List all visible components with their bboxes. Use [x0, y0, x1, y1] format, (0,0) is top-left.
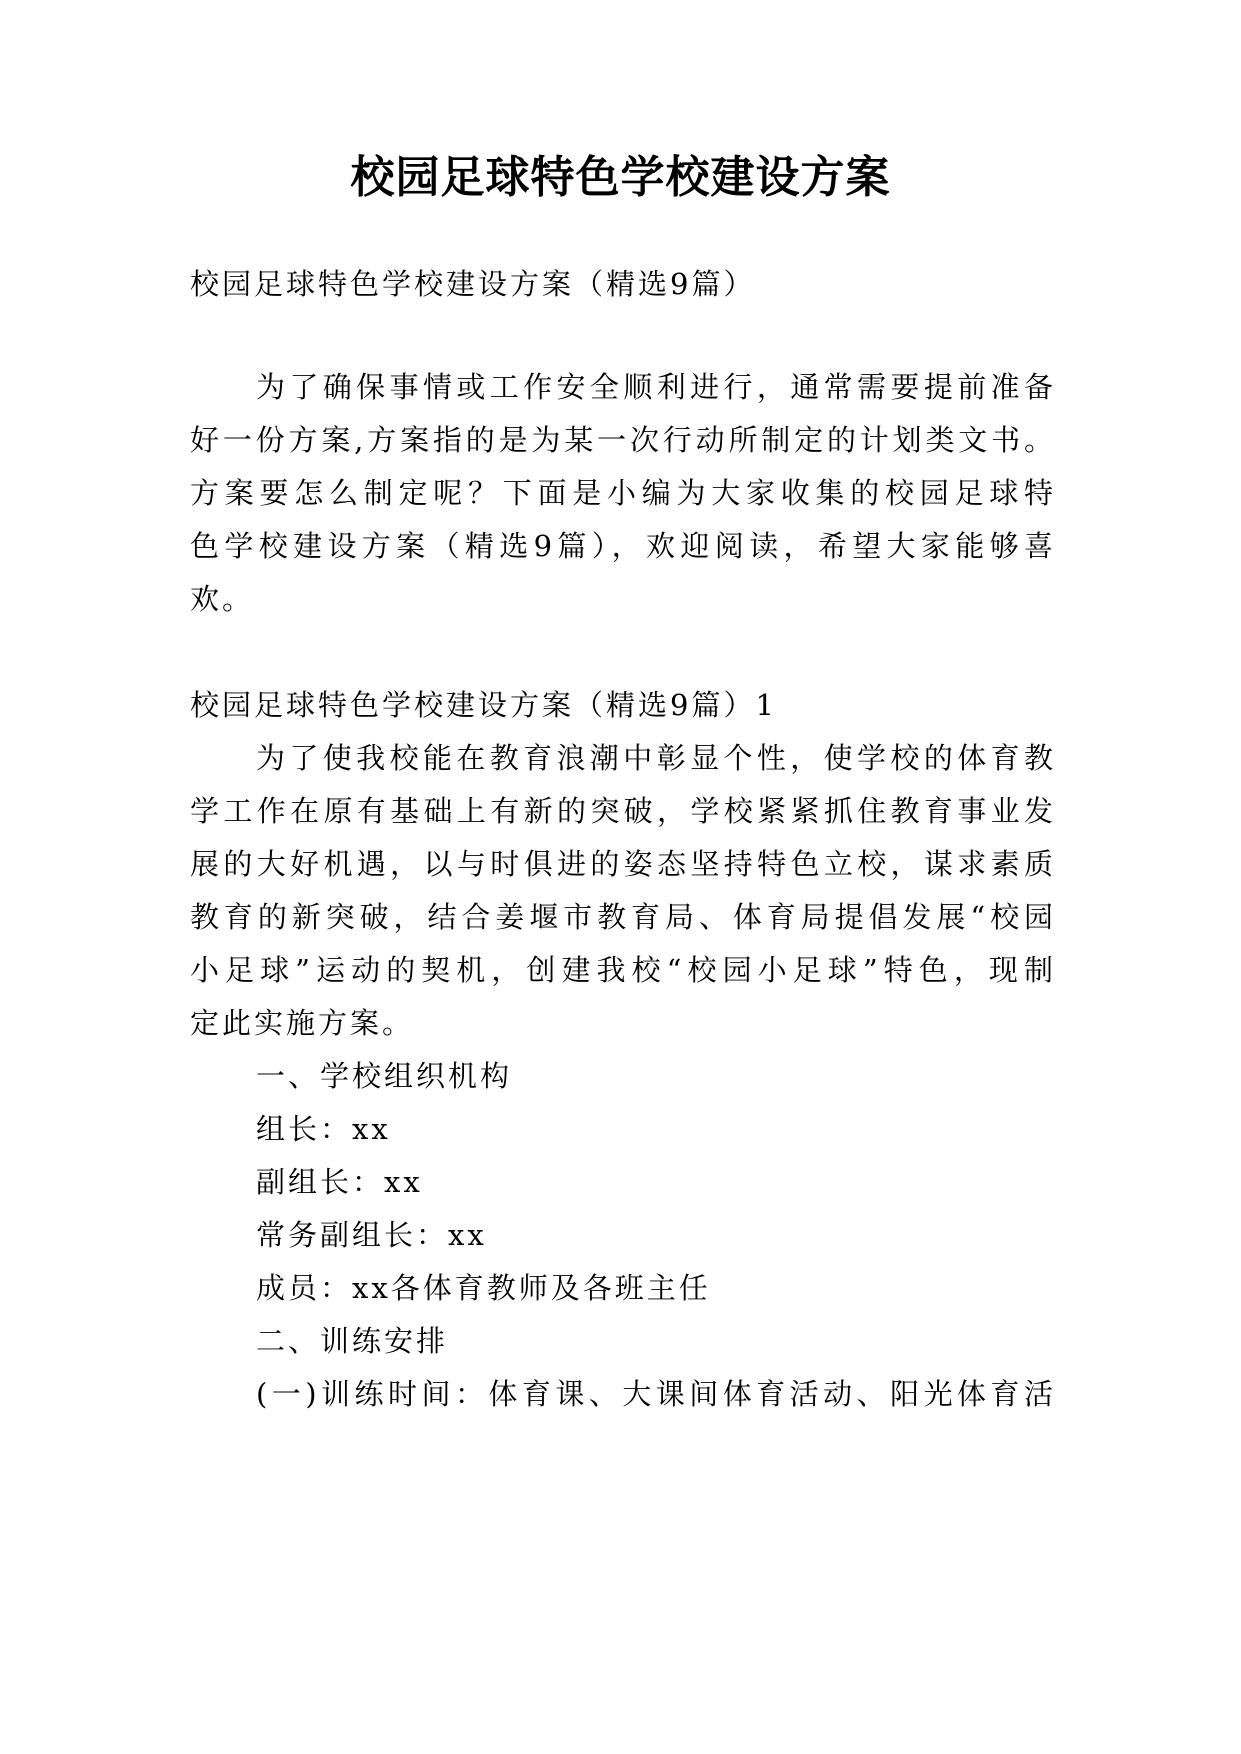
training-line: (一)训练时间：体育课、大课间体育活动、阳光体育活 — [256, 1377, 1056, 1411]
document-title: 校园足球特色学校建设方案 — [350, 152, 891, 203]
section1-line: 为了使我校能在教育浪潮中彰显个性，使学校的体育教 — [256, 741, 1056, 775]
intro-line: 为了确保事情或工作安全顺利进行，通常需要提前准备 — [256, 370, 1056, 404]
training-heading: 二、训练安排 — [256, 1324, 449, 1358]
section1-line: 定此实施方案。 — [190, 1006, 415, 1040]
org-item: 副组长：xx — [256, 1165, 423, 1199]
document-subtitle: 校园足球特色学校建设方案（精选9篇） — [190, 267, 756, 301]
intro-line: 欢。 — [190, 582, 255, 616]
org-item: 组长：xx — [256, 1112, 391, 1146]
intro-line: 色学校建设方案（精选9篇），欢迎阅读，希望大家能够喜 — [190, 529, 1056, 563]
section1-line: 小足球”运动的契机，创建我校“校园小足球”特色，现制 — [190, 953, 1056, 987]
org-item: 常务副组长：xx — [256, 1218, 487, 1252]
section1-heading: 校园足球特色学校建设方案（精选9篇）1 — [190, 688, 777, 722]
intro-line: 方案要怎么制定呢？下面是小编为大家收集的校园足球特 — [190, 476, 1056, 510]
org-heading: 一、学校组织机构 — [256, 1059, 513, 1093]
section1-line: 展的大好机遇，以与时俱进的姿态坚持特色立校，谋求素质 — [190, 847, 1056, 881]
org-item: 成员：xx各体育教师及各班主任 — [256, 1271, 711, 1305]
section1-line: 教育的新突破，结合姜堰市教育局、体育局提倡发展“校园 — [190, 900, 1056, 934]
intro-line: 好一份方案,方案指的是为某一次行动所制定的计划类文书。 — [190, 423, 1056, 457]
section1-line: 学工作在原有基础上有新的突破，学校紧紧抓住教育事业发 — [190, 794, 1056, 828]
